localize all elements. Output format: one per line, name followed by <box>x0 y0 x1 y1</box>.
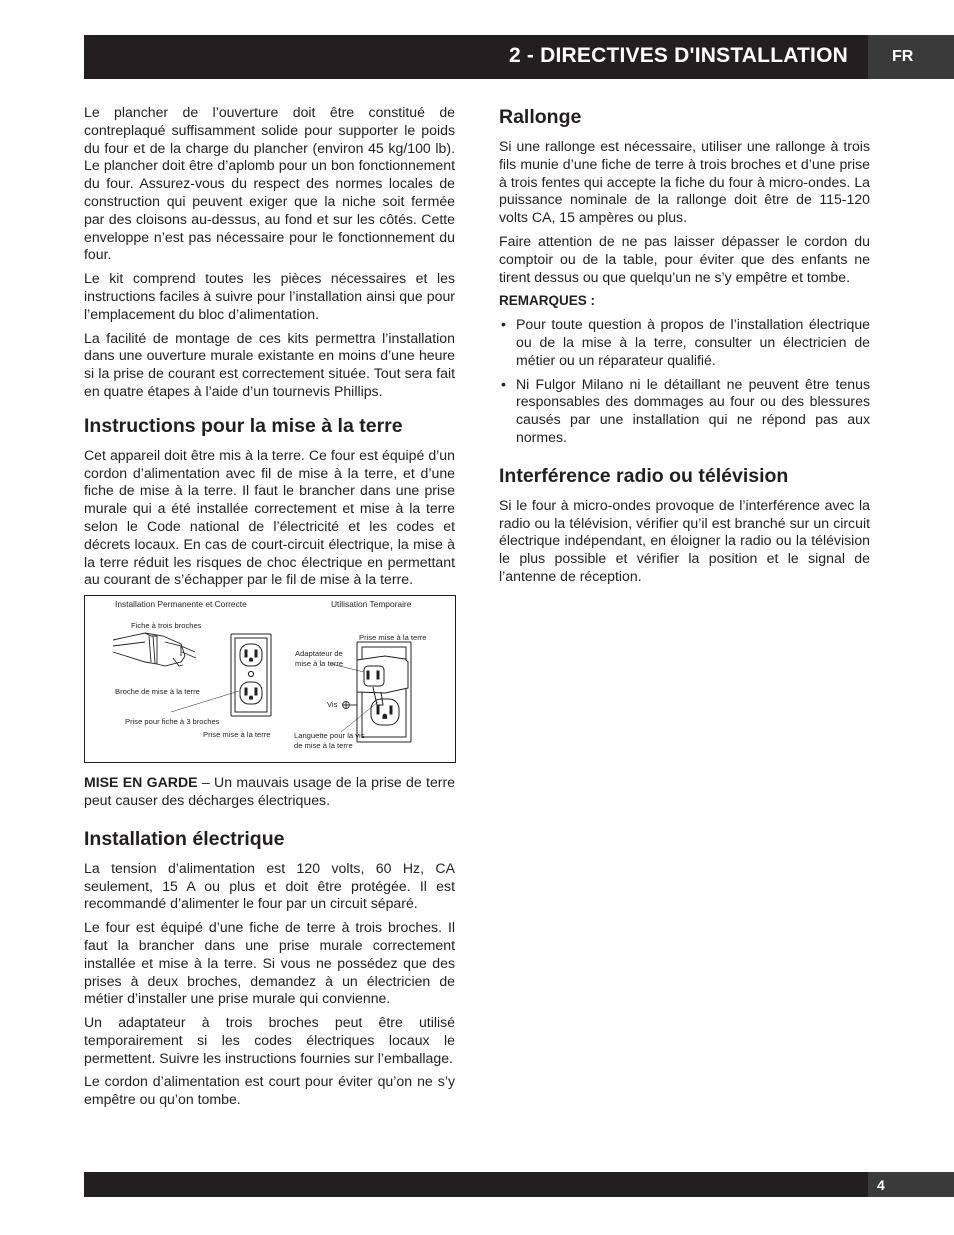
footer-bar <box>84 1172 868 1197</box>
right-column <box>499 104 870 592</box>
label-screw: Vis <box>327 700 338 710</box>
three-prong-plug-illustration <box>113 633 196 666</box>
extension-heading: Rallonge <box>499 106 582 128</box>
electrical-paragraph: Le four est équipé d’une fiche de terre à trois broches. Il faut la brancher dans une prise murale correctement installée et mise à la terre. Si vous ne possédez que des prises à deux broches, demandez à un électricien de métier d’installer une prise murale qui convienne. <box>84 919 455 1007</box>
label-tab-1: Languette pour la vis <box>294 731 365 741</box>
label-plug: Fiche à trois broches <box>131 621 202 631</box>
label-adapter-2: mise à la terre <box>295 659 344 669</box>
label-receptacle-3: Prise pour fiche à 3 broches <box>125 717 220 727</box>
grounding-heading: Instructions pour la mise à la terre <box>84 414 403 437</box>
warning-label: MISE EN GARDE <box>84 774 198 791</box>
interference-paragraph: Si le four à micro-ondes provoque de l’interférence avec la radio ou la télévision, vérifier qu’il est branché sur un circuit électrique indépendant, en éloigner la radio ou la télévision le plus possible et vérifier la position et le signal de l’antenne de réception. <box>499 496 870 584</box>
label-adapter-1: Adaptateur de <box>295 649 343 659</box>
page-number: 4 <box>877 1177 885 1193</box>
left-column <box>84 104 455 1115</box>
label-outlet-right: Prise mise à la terre <box>359 633 427 643</box>
electrical-paragraph: Le cordon d’alimentation est court pour éviter qu’on ne s’y empêtre ou qu’on tombe. <box>84 1073 455 1108</box>
figure-caption-temporary: Utilisation Temporaire <box>331 599 412 610</box>
grounding-paragraph: Cet appareil doit être mis à la terre. Ce four est équipé d’un cordon d’alimentation avec fil de mise à la terre, et d’une fiche de mise à la terre. Il faut le brancher dans une prise murale qui a été installée correctement et mise à la terre selon le Code national de l’électricité et les codes et décrets locaux. En cas de court-circuit électrique, la mise à la terre réduit les risques de choc électrique en permettant au courant de s’échapper par le fil de mise à la terre. <box>84 446 455 588</box>
page-title: 2 - DIRECTIVES D'INSTALLATION <box>508 44 848 67</box>
label-outlet-left: Prise mise à la terre <box>203 730 271 740</box>
remarks-title: REMARQUES : <box>499 293 596 309</box>
header-bar <box>84 35 868 79</box>
electrical-paragraph: Un adaptateur à trois broches peut être utilisé temporairement si les codes électriques locaux le permettent. Suivre les instructions fournies sur l’emballage. <box>84 1014 455 1066</box>
figure-caption-permanent: Installation Permanente et Correcte <box>115 599 247 610</box>
electrical-paragraph: La tension d’alimentation est 120 volts, 60 Hz, CA seulement, 15 A ou plus et doit être protégée. Il est recommandé d’alimenter le four par un circuit séparé. <box>84 859 455 912</box>
electrical-heading: Installation électrique <box>84 827 285 850</box>
adapter-illustration <box>357 656 408 705</box>
intro-paragraph: Le kit comprend toutes les pièces nécessaires et les instructions faciles à suivre pour l’installation ainsi que pour l’emplacement du bloc d’alimentation. <box>84 270 455 322</box>
intro-paragraph: Le plancher de l’ouverture doit être constitué de contreplaqué suffisamment solide pour supporter le poids du four et de la charge du plancher (environ 45 kg/100 lb). Le plancher doit être d’aplomb pour un bon fonctionnement du four. Assurez-vous du respect des normes locales de construction qui peuvent exiger que la niche soit fermée par des cloisons au-dessus, au fond et sur les côtés. Cette enveloppe n’est pas nécessaire pour le fonctionnement du four. <box>84 104 455 263</box>
extension-paragraph: Faire attention de ne pas laisser dépasser le cordon du comptoir ou de la table, pour éviter que des enfants ne tirent dessus ou que quelqu’un ne s’y empêtre et tombe. <box>499 232 870 285</box>
remarks-list <box>499 316 870 447</box>
grounding-figure <box>84 595 456 763</box>
remark-text: Ni Fulgor Milano ni le détaillant ne peuvent être tenus responsables des dommages au four ou des blessures causés par une installation qui ne répond pas aux normes. <box>516 375 870 445</box>
grounding-diagram <box>85 596 455 762</box>
extension-paragraph: Si une rallonge est nécessaire, utiliser une rallonge à trois fils munie d’une fiche de terre à trois broches et d’une prise à trois fentes qui accepte la fiche du four à micro-ondes. La puissance nominale de la rallonge doit être de 115-120 volts CA, 15 ampères ou plus. <box>499 138 870 226</box>
interference-heading: Interférence radio ou télévision <box>499 464 789 487</box>
screw-illustration <box>343 702 357 709</box>
remark-text: Pour toute question à propos de l’installation électrique ou de la mise à la terre, consulter un électricien de métier ou un réparateur qualifié. <box>516 316 870 368</box>
label-ground-pin: Broche de mise à la terre <box>115 687 200 697</box>
grounded-outlet-left <box>231 634 271 716</box>
list-item: • Ni Fulgor Milano ni le détaillant ne peuvent être tenus responsables des dommages au four ou des blessures causés par une installation qui ne répond pas aux normes. <box>501 375 870 445</box>
label-tab-2: de mise à la terre <box>294 741 353 751</box>
page-number-box <box>868 1172 954 1197</box>
language-label: FR <box>892 48 914 65</box>
warning-paragraph <box>84 774 455 810</box>
warning-text: – Un mauvais usage de la prise de terre peut causer des décharges électriques. <box>84 774 456 808</box>
language-tab <box>868 35 954 79</box>
intro-paragraph: La facilité de montage de ces kits permettra l’installation dans une ouverture murale existante en moins d’une heure si la prise de courant est correctement située. Tout sera fait en quatre étapes à l’aide d’un tournevis Phillips. <box>84 329 455 399</box>
list-item: • Pour toute question à propos de l’installation électrique ou de la mise à la terre, consulter un électricien de métier ou un réparateur qualifié. <box>501 316 870 368</box>
